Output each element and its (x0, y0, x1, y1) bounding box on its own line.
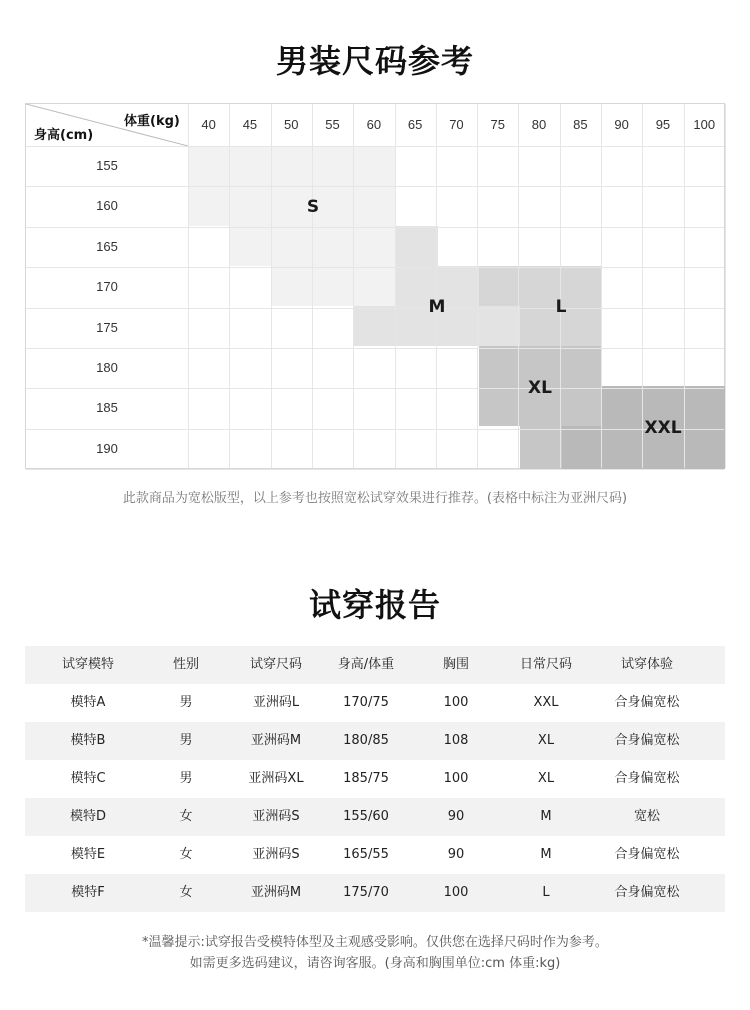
table-cell: 100 (443, 695, 469, 710)
table-cell: 女 (179, 847, 193, 862)
weight-header-cell: 50 (284, 117, 299, 132)
table-cell: 90 (447, 847, 465, 862)
weight-header-cell: 85 (573, 117, 588, 132)
table-row (25, 874, 725, 912)
weight-header-cell: 65 (407, 117, 423, 132)
table-cell: 合身偏宽松 (614, 771, 680, 786)
table-header-cell: 试穿模特 (61, 657, 114, 672)
table-cell: 亚洲码M (250, 885, 302, 900)
table-row (25, 798, 725, 836)
table-cell: 模特E (70, 847, 106, 862)
table-cell: 155/60 (343, 809, 389, 824)
table-cell: XL (537, 771, 555, 786)
height-row-label: 160 (96, 198, 118, 214)
size-zone-s (271, 266, 396, 306)
fit-report-table (25, 646, 725, 912)
table-cell: M (540, 809, 552, 824)
table-header-cell: 胸围 (442, 657, 469, 672)
table-cell: 185/75 (343, 771, 389, 786)
grid-line-vertical (477, 104, 478, 468)
table-cell: 男 (179, 695, 193, 710)
height-row-label: 185 (96, 400, 118, 416)
table-cell: L (542, 885, 550, 900)
table-cell: 宽松 (633, 809, 660, 824)
table-cell: 亚洲码S (252, 809, 300, 824)
table-cell: 165/55 (343, 847, 389, 862)
table-cell: 亚洲码M (250, 733, 302, 748)
grid-line-vertical (353, 104, 354, 468)
grid-line-vertical (312, 104, 313, 468)
grid-line-vertical (560, 104, 561, 468)
weight-header-cell: 95 (655, 117, 671, 132)
fit-report-note-2: 如需更多选码建议，请咨询客服。(身高和胸围单位:cm 体重:kg) (189, 956, 561, 971)
table-header-cell: 身高/体重 (337, 657, 395, 672)
table-cell: 模特F (71, 885, 105, 900)
size-chart-grid (25, 103, 725, 469)
table-row (25, 684, 725, 722)
table-cell: 模特B (70, 733, 106, 748)
table-cell: 180/85 (343, 733, 389, 748)
table-cell: XL (537, 733, 555, 748)
table-row (25, 722, 725, 760)
grid-line-vertical (395, 104, 396, 468)
table-cell: 100 (443, 771, 469, 786)
table-row (25, 836, 725, 874)
fit-report-note-1: *温馨提示:试穿报告受模特体型及主观感受影响。仅供您在选择尺码时作为参考。 (142, 935, 608, 950)
height-row-label: 170 (96, 279, 118, 295)
table-cell: 170/75 (343, 695, 389, 710)
size-chart-title: 男装尺码参考 (275, 42, 474, 80)
grid-line-horizontal (26, 469, 724, 470)
table-cell: XXL (533, 695, 559, 710)
grid-line-vertical (436, 104, 437, 468)
table-row (25, 760, 725, 798)
table-cell: 亚洲码L (252, 695, 300, 710)
weight-axis-label: 体重(kg) (124, 114, 180, 129)
table-cell: 模特D (69, 809, 106, 824)
height-row-label: 190 (96, 440, 118, 456)
weight-header-cell: 60 (366, 117, 382, 132)
table-cell: 175/70 (343, 885, 389, 900)
height-row-label: 165 (96, 238, 118, 254)
size-label-xl: XL (528, 378, 552, 398)
weight-header-cell: 80 (531, 117, 547, 132)
table-cell: M (540, 847, 552, 862)
grid-line-vertical (601, 104, 602, 468)
height-row-label: 155 (96, 158, 118, 173)
table-header-row (25, 646, 725, 684)
table-cell: 亚洲码XL (248, 771, 304, 786)
table-header-cell: 日常尺码 (519, 657, 572, 672)
table-cell: 合身偏宽松 (614, 695, 680, 710)
table-cell: 女 (179, 885, 193, 900)
size-zone-m (396, 226, 438, 266)
height-row-label: 180 (96, 360, 118, 375)
grid-line-vertical (684, 104, 685, 468)
weight-header-cell: 90 (614, 117, 629, 132)
size-label-l: L (555, 297, 567, 317)
table-cell: 模特A (70, 695, 106, 710)
table-cell: 合身偏宽松 (614, 847, 680, 862)
table-cell: 模特C (70, 771, 106, 786)
grid-line-vertical (725, 104, 726, 468)
table-cell: 90 (447, 809, 465, 824)
table-cell: 100 (443, 885, 469, 900)
table-cell: 合身偏宽松 (614, 885, 680, 900)
weight-header-cell: 45 (242, 117, 258, 132)
weight-header-cell: 100 (693, 117, 716, 132)
table-header-cell: 性别 (172, 657, 199, 672)
fit-report-title: 试穿报告 (308, 586, 441, 624)
weight-header-cell: 75 (490, 117, 505, 132)
grid-line-vertical (642, 104, 643, 468)
size-zone-l (479, 266, 602, 306)
size-label-m: M (428, 297, 446, 317)
table-header-cell: 试穿尺码 (249, 657, 302, 672)
table-cell: 男 (179, 733, 193, 748)
grid-line-vertical (188, 104, 189, 468)
height-axis-label: 身高(cm) (34, 128, 94, 143)
height-row-label: 175 (96, 319, 118, 335)
size-zone-xl (520, 426, 562, 469)
size-label-s: S (306, 197, 320, 217)
weight-header-cell: 40 (201, 117, 216, 132)
weight-header-cell: 55 (325, 117, 340, 132)
table-cell: 男 (179, 771, 193, 786)
weight-header-cell: 70 (449, 117, 464, 132)
table-header-cell: 试穿体验 (620, 657, 673, 672)
grid-line-vertical (518, 104, 519, 468)
table-cell: 合身偏宽松 (614, 733, 680, 748)
grid-line-vertical (271, 104, 272, 468)
table-cell: 亚洲码S (252, 847, 300, 862)
table-cell: 108 (443, 733, 469, 748)
size-label-xxl: XXL (644, 418, 682, 438)
size-chart-note: 此款商品为宽松版型，以上参考也按照宽松试穿效果进行推荐。(表格中标注为亚洲尺码) (122, 491, 628, 506)
table-cell: 女 (179, 809, 193, 824)
grid-line-vertical (229, 104, 230, 468)
